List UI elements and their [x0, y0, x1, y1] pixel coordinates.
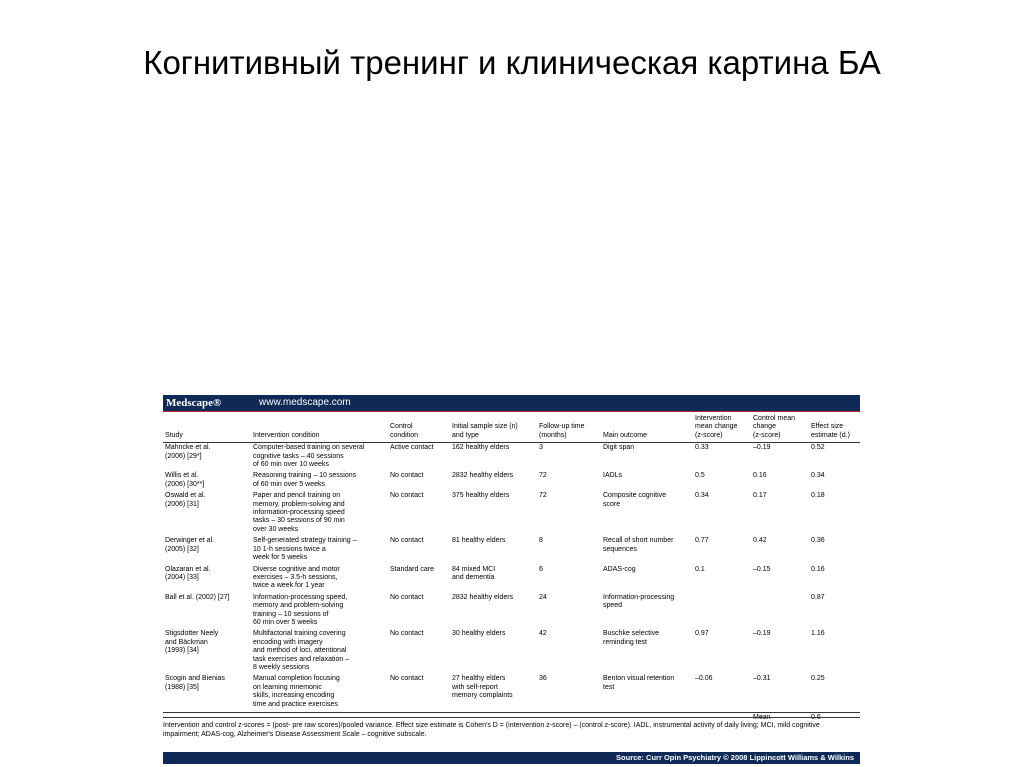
medscape-logo: Medscape®: [166, 397, 222, 409]
cell-intervention: Manual completion focusing on learning mnemonic skills, increasing encoding time and practice exercises: [253, 675, 340, 708]
col-header-effect-size: Effect size estimate (d.): [809, 413, 860, 443]
cell-followup: 6: [539, 565, 543, 573]
cell-followup: 3: [539, 444, 543, 452]
medscape-header-bar: [163, 395, 860, 411]
cell-control: No contact: [390, 492, 424, 500]
studies-table: [163, 413, 860, 724]
cell-intervention: Self-generated strategy training – 10 1-h sessions twice a week for 5 weeks: [253, 537, 357, 562]
cell-control-change: –0.19: [753, 444, 771, 452]
cell-study: Scogin and Bienias (1988) [35]: [165, 675, 225, 691]
cell-effect-size: 0.34: [811, 472, 825, 480]
col-header-intervention-change: Intervention mean change (z-score): [693, 413, 751, 443]
site-url: www.medscape.com: [259, 397, 351, 408]
table-row: [163, 536, 860, 564]
cell-control-change: –0.19: [753, 630, 771, 638]
table-row: [163, 491, 860, 536]
cell-sample: 375 healthy elders: [452, 492, 510, 500]
cell-intervention: Multifactorial training covering encoding with imagery and method of loci, attentional task exercises and relaxation – 8 weekly sessions: [253, 630, 350, 671]
cell-intervention-change: 0.33: [695, 444, 709, 452]
cell-outcome: Composite cognitive score: [603, 492, 667, 508]
cell-control: No contact: [390, 675, 424, 683]
table-figure: [163, 395, 860, 765]
table-header-row: [163, 413, 860, 443]
cell-control-change: 0.17: [753, 492, 767, 500]
cell-intervention-change: [693, 593, 751, 630]
cell-followup: 72: [539, 472, 547, 480]
cell-control: No contact: [390, 537, 424, 545]
footnote-divider: [163, 717, 860, 718]
cell-effect-size: 0.25: [811, 675, 825, 683]
cell-study: Ball et al. (2002) [27]: [165, 593, 230, 601]
table-footnote: Intervention and control z-scores = (post- pre raw scores)/pooled variance. Effect size estimate is Cohen's D = (intervention z-score) – (control z-score). IADL, instrumental activity of daily living; MCI, mild cognitive impairment; ADAS-cog, Alzheimer's Disease Assessment Scale – cognitive subscale.: [163, 722, 820, 738]
cell-study: Oswald et al. (2006) [31]: [165, 492, 206, 508]
cell-sample: 2832 healthy elders: [452, 472, 514, 480]
cell-control: Active contact: [390, 444, 434, 452]
cell-intervention: Computer-based training on several cognitive tasks – 40 sessions of 60 min over 10 weeks: [253, 444, 365, 469]
cell-outcome: Recall of short number sequences: [603, 537, 674, 553]
cell-outcome: Benton visual retention test: [603, 675, 675, 691]
col-header-control: Control condition: [388, 413, 450, 443]
cell-control-change: [751, 593, 809, 630]
cell-outcome: ADAS-cog: [603, 565, 636, 573]
table-row: [163, 565, 860, 593]
cell-intervention: Information-processing speed, memory and problem-solving training – 10 sessions of 60 min over 5 weeks: [253, 593, 348, 626]
cell-followup: 8: [539, 537, 543, 545]
cell-control-change: 0.42: [753, 537, 767, 545]
cell-effect-size: 0.16: [811, 565, 825, 573]
cell-intervention-change: 0.77: [695, 537, 709, 545]
cell-effect-size: 1.16: [811, 630, 825, 638]
cell-followup: 72: [539, 492, 547, 500]
cell-intervention-change: 0.97: [695, 630, 709, 638]
cell-intervention-change: –0.06: [695, 675, 713, 683]
cell-effect-size: 0.52: [811, 444, 825, 452]
cell-outcome: Information-processing speed: [603, 593, 675, 610]
cell-sample: 84 mixed MCI and dementia: [452, 565, 496, 581]
table-row: [163, 443, 860, 472]
slide-title: Когнитивный тренинг и клиническая картина БА: [143, 44, 881, 81]
cell-sample: 30 healthy elders: [452, 630, 506, 638]
cell-effect-size: 0.36: [811, 537, 825, 545]
cell-study: Mahncke et al. (2006) [29*]: [165, 444, 211, 460]
cell-study: Stigsdotter Neely and Bäckman (1993) [34]: [165, 630, 219, 655]
cell-followup: 36: [539, 675, 547, 683]
cell-outcome: Buschke selective reminding test: [603, 630, 660, 646]
mean-value: 0.6: [809, 713, 860, 725]
mean-label: Mean: [751, 713, 809, 725]
col-header-control-change: Control mean change (z-score): [751, 413, 809, 443]
table-row: [163, 593, 860, 630]
col-header-intervention: Intervention condition: [251, 413, 388, 443]
cell-intervention-change: 0.5: [695, 472, 705, 480]
cell-control-change: –0.31: [753, 675, 771, 683]
cell-study: Willis et al. (2006) [30**]: [165, 472, 205, 488]
cell-control: No contact: [390, 593, 424, 601]
cell-sample: 81 healthy elders: [452, 537, 506, 545]
col-header-sample: Initial sample size (n) and type: [450, 413, 537, 443]
table-row: [163, 629, 860, 674]
cell-control: No contact: [390, 630, 424, 638]
cell-effect-size: 0.18: [811, 492, 825, 500]
col-header-study: Study: [163, 413, 251, 443]
cell-outcome: IADLs: [603, 472, 623, 480]
col-header-followup: Follow-up time (months): [537, 413, 601, 443]
cell-intervention: Paper and pencil training on memory, problem-solving and information-processing speed tasks – 30 sessions of 90 min over 30 weeks: [253, 492, 345, 533]
cell-control-change: 0.16: [753, 472, 767, 480]
source-bar: [163, 752, 860, 764]
col-header-outcome: Main outcome: [601, 413, 693, 443]
header-divider: [163, 411, 860, 412]
cell-effect-size: 0.87: [811, 593, 825, 601]
cell-study: Derwinger et al. (2005) [32]: [165, 537, 215, 553]
cell-control-change: –0.15: [753, 565, 771, 573]
cell-followup: 24: [539, 593, 547, 601]
cell-sample: 162 healthy elders: [452, 444, 510, 452]
cell-intervention: Diverse cognitive and motor exercises – 3.5-h sessions, twice a week for 1 year: [253, 565, 340, 590]
cell-study: Olazaran et al. (2004) [33]: [165, 565, 211, 581]
table-row: [163, 674, 860, 712]
cell-control: Standard care: [390, 565, 434, 573]
table-row: [163, 471, 860, 491]
cell-control: No contact: [390, 472, 424, 480]
cell-followup: 42: [539, 630, 547, 638]
cell-outcome: Digit span: [603, 444, 635, 452]
cell-sample: 27 healthy elders with self-report memory complaints: [452, 675, 513, 700]
cell-intervention-change: 0.1: [695, 565, 705, 573]
cell-intervention: Reasoning training – 10 sessions of 60 min over 5 weeks: [253, 472, 357, 488]
cell-sample: 2832 healthy elders: [452, 593, 514, 601]
cell-intervention-change: 0.34: [695, 492, 709, 500]
source-credit: Source: Curr Opin Psychiatry © 2008 Lippincott Williams & Wilkins: [616, 753, 854, 762]
